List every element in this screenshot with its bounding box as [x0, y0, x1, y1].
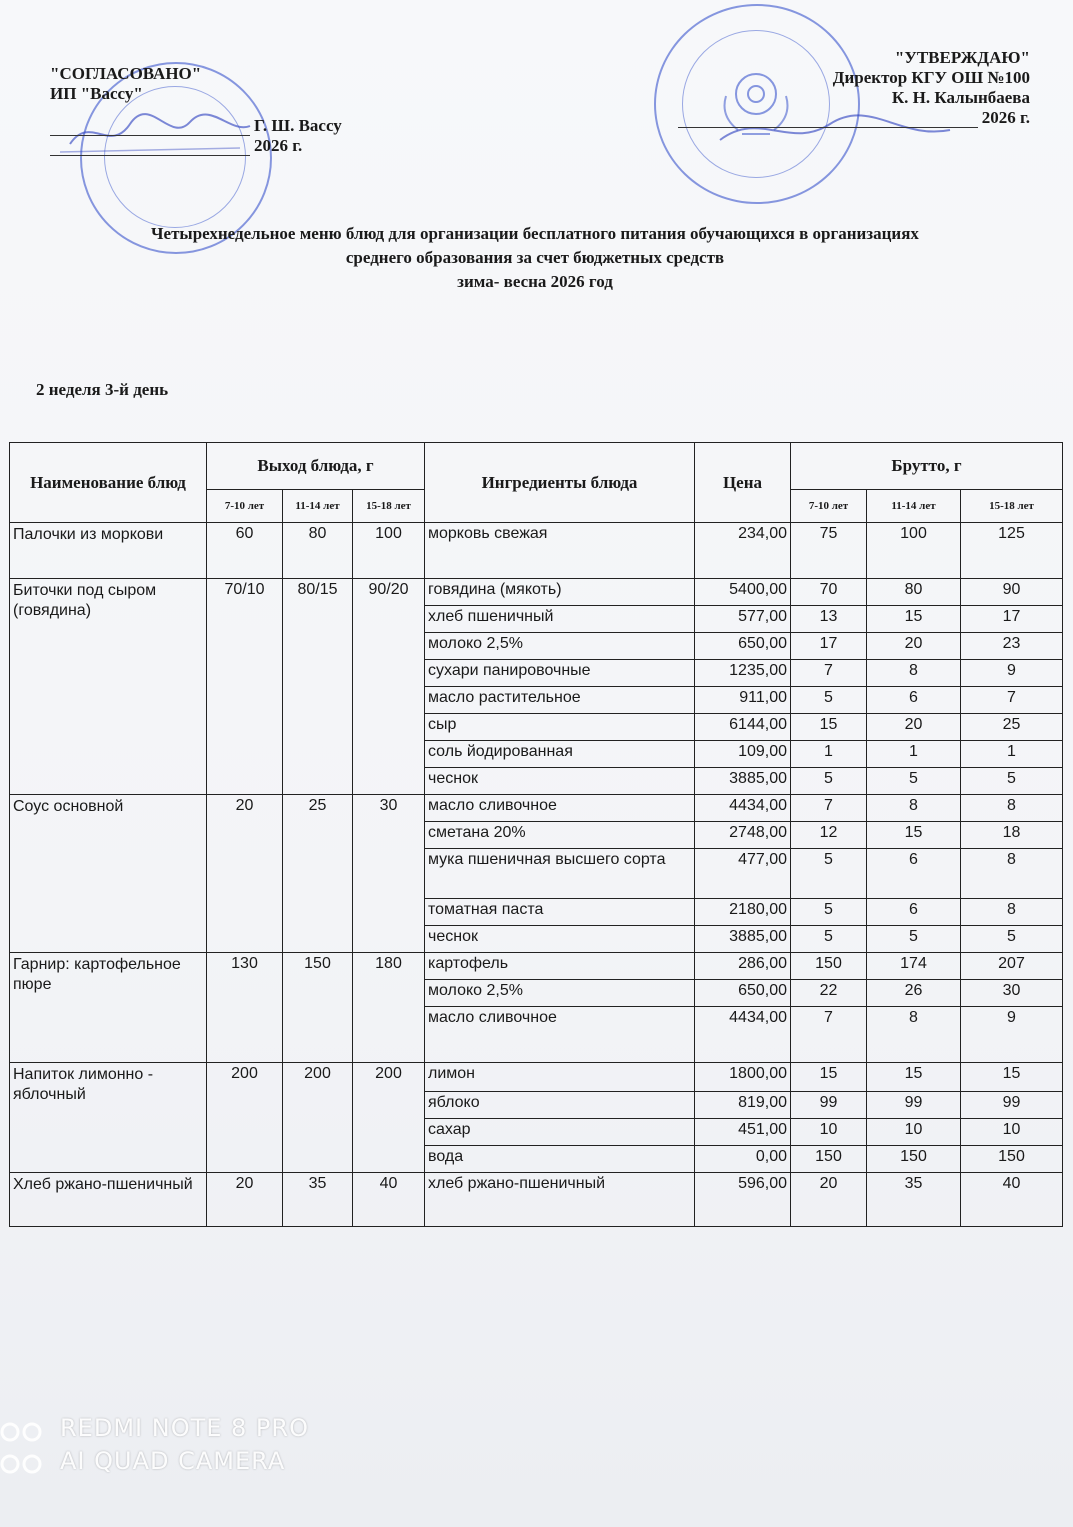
header-dish: Наименование блюд: [10, 443, 207, 523]
ingredient-price: 286,00: [695, 953, 791, 980]
gross-cell: 8: [961, 795, 1063, 822]
gross-cell: 8: [867, 795, 961, 822]
dish-name: Биточки под сыром (говядина): [10, 579, 207, 795]
header-yield-age-7-10: 7-10 лет: [207, 490, 283, 523]
yield-cell: 130: [207, 953, 283, 1063]
gross-cell: 20: [791, 1173, 867, 1227]
watermark-line-2: AI QUAD CAMERA: [60, 1447, 286, 1475]
approval-right-year: 2026 г.: [981, 108, 1030, 127]
gross-cell: 1: [791, 741, 867, 768]
gross-cell: 100: [867, 523, 961, 579]
dish-name: Гарнир: картофельное пюре: [10, 953, 207, 1063]
ingredient-price: 650,00: [695, 980, 791, 1007]
ingredient-price: 5400,00: [695, 579, 791, 606]
yield-cell: 30: [353, 795, 425, 953]
ingredient-name: чеснок: [425, 926, 695, 953]
gross-cell: 15: [791, 714, 867, 741]
gross-cell: 5: [791, 687, 867, 714]
table-row: [10, 795, 1063, 822]
yield-cell: 150: [283, 953, 353, 1063]
gross-cell: 22: [791, 980, 867, 1007]
gross-cell: 5: [791, 768, 867, 795]
gross-cell: 75: [791, 523, 867, 579]
yield-cell: 200: [283, 1063, 353, 1173]
approval-right-name: К. Н. Калынбаева: [891, 88, 1030, 107]
title-line-2: среднего образования за счет бюджетных средств: [345, 248, 725, 267]
gross-cell: 8: [867, 1007, 961, 1063]
header-price: Цена: [695, 443, 791, 523]
ingredient-name: яблоко: [425, 1092, 695, 1119]
menu-table-body: [10, 523, 1063, 1227]
approval-left-block: [50, 64, 370, 156]
ingredient-name: сахар: [425, 1119, 695, 1146]
ingredient-price: 4434,00: [695, 1007, 791, 1063]
dish-name: Хлеб ржано-пшеничный: [10, 1173, 207, 1227]
gross-cell: 15: [867, 822, 961, 849]
gross-cell: 6: [867, 899, 961, 926]
ingredient-name: соль йодированная: [425, 741, 695, 768]
ingredient-name: хлеб пшеничный: [425, 606, 695, 633]
ingredient-name: масло растительное: [425, 687, 695, 714]
gross-cell: 10: [961, 1119, 1063, 1146]
gross-cell: 17: [791, 633, 867, 660]
approval-left-name: Г. Ш. Вассу: [254, 116, 342, 135]
ingredient-price: 109,00: [695, 741, 791, 768]
gross-cell: 20: [867, 714, 961, 741]
gross-cell: 35: [867, 1173, 961, 1227]
ingredient-name: хлеб ржано-пшеничный: [425, 1173, 695, 1227]
gross-cell: 40: [961, 1173, 1063, 1227]
page-title: [40, 222, 1030, 294]
gross-cell: 6: [867, 687, 961, 714]
yield-cell: 35: [283, 1173, 353, 1227]
gross-cell: 174: [867, 953, 961, 980]
header-yield: Выход блюда, г: [207, 443, 425, 490]
gross-cell: 15: [961, 1063, 1063, 1092]
ingredient-name: вода: [425, 1146, 695, 1173]
gross-cell: 80: [867, 579, 961, 606]
header-gross-age-11-14: 11-14 лет: [867, 490, 961, 523]
ingredient-name: чеснок: [425, 768, 695, 795]
dish-name: Палочки из моркови: [10, 523, 207, 579]
ingredient-name: говядина (мякоть): [425, 579, 695, 606]
gross-cell: 15: [791, 1063, 867, 1092]
ingredient-price: 577,00: [695, 606, 791, 633]
yield-cell: 70/10: [207, 579, 283, 795]
gross-cell: 7: [791, 660, 867, 687]
ingredient-price: 819,00: [695, 1092, 791, 1119]
ingredient-name: мука пшеничная высшего сорта: [425, 849, 695, 899]
gross-cell: 150: [867, 1146, 961, 1173]
ingredient-price: 1235,00: [695, 660, 791, 687]
gross-cell: 30: [961, 980, 1063, 1007]
gross-cell: 70: [791, 579, 867, 606]
ingredient-name: сухари панировочные: [425, 660, 695, 687]
ingredient-name: молоко 2,5%: [425, 980, 695, 1007]
ingredient-name: молоко 2,5%: [425, 633, 695, 660]
gross-cell: 99: [961, 1092, 1063, 1119]
camera-watermark-icon: [0, 1418, 46, 1480]
gross-cell: 12: [791, 822, 867, 849]
yield-cell: 60: [207, 523, 283, 579]
ingredient-name: картофель: [425, 953, 695, 980]
yield-cell: 80: [283, 523, 353, 579]
table-row: [10, 579, 1063, 606]
header-yield-age-11-14: 11-14 лет: [283, 490, 353, 523]
title-line-1: Четырехнедельное меню блюд для организации бесплатного питания обучающихся в организациях: [151, 224, 919, 243]
approval-right-position: Директор КГУ ОШ №100: [832, 68, 1030, 87]
approval-left-heading: "СОГЛАСОВАНО": [50, 64, 202, 83]
gross-cell: 8: [867, 660, 961, 687]
gross-cell: 150: [791, 953, 867, 980]
title-line-3: зима- весна 2026 год: [457, 272, 613, 291]
dish-name: Напиток лимонно - яблочный: [10, 1063, 207, 1173]
yield-cell: 180: [353, 953, 425, 1063]
gross-cell: 26: [867, 980, 961, 1007]
header-yield-age-15-18: 15-18 лет: [353, 490, 425, 523]
gross-cell: 23: [961, 633, 1063, 660]
gross-cell: 15: [867, 1063, 961, 1092]
date-line: [50, 137, 250, 156]
gross-cell: 8: [961, 899, 1063, 926]
gross-cell: 7: [961, 687, 1063, 714]
ingredient-price: 234,00: [695, 523, 791, 579]
table-row: [10, 953, 1063, 980]
camera-watermark: [60, 1412, 309, 1478]
gross-cell: 5: [961, 926, 1063, 953]
approval-left-year: 2026 г.: [254, 136, 303, 155]
dish-name: Соус основной: [10, 795, 207, 953]
gross-cell: 7: [791, 1007, 867, 1063]
ingredient-name: сыр: [425, 714, 695, 741]
ingredient-price: 2180,00: [695, 899, 791, 926]
ingredient-price: 4434,00: [695, 795, 791, 822]
gross-cell: 207: [961, 953, 1063, 980]
gross-cell: 25: [961, 714, 1063, 741]
gross-cell: 150: [961, 1146, 1063, 1173]
header-gross-age-15-18: 15-18 лет: [961, 490, 1063, 523]
week-day-label: 2 неделя 3-й день: [36, 380, 169, 399]
gross-cell: 13: [791, 606, 867, 633]
ingredient-name: морковь свежая: [425, 523, 695, 579]
ingredient-price: 650,00: [695, 633, 791, 660]
gross-cell: 9: [961, 660, 1063, 687]
signature-line: [50, 117, 250, 136]
ingredient-name: сметана 20%: [425, 822, 695, 849]
yield-cell: 100: [353, 523, 425, 579]
gross-cell: 90: [961, 579, 1063, 606]
gross-cell: 5: [791, 926, 867, 953]
gross-cell: 15: [867, 606, 961, 633]
table-row: [10, 1173, 1063, 1227]
gross-cell: 1: [961, 741, 1063, 768]
gross-cell: 18: [961, 822, 1063, 849]
gross-cell: 1: [867, 741, 961, 768]
gross-cell: 150: [791, 1146, 867, 1173]
gross-cell: 99: [791, 1092, 867, 1119]
ingredient-name: масло сливочное: [425, 1007, 695, 1063]
gross-cell: 10: [791, 1119, 867, 1146]
gross-cell: 5: [867, 768, 961, 795]
gross-cell: 5: [961, 768, 1063, 795]
yield-cell: 200: [207, 1063, 283, 1173]
gross-cell: 5: [791, 849, 867, 899]
ingredient-price: 596,00: [695, 1173, 791, 1227]
gross-cell: 20: [867, 633, 961, 660]
header-ingredients: Ингредиенты блюда: [425, 443, 695, 523]
ingredient-price: 911,00: [695, 687, 791, 714]
gross-cell: 125: [961, 523, 1063, 579]
ingredient-price: 451,00: [695, 1119, 791, 1146]
gross-cell: 10: [867, 1119, 961, 1146]
yield-cell: 20: [207, 1173, 283, 1227]
gross-cell: 17: [961, 606, 1063, 633]
ingredient-price: 3885,00: [695, 926, 791, 953]
gross-cell: 99: [867, 1092, 961, 1119]
ingredient-price: 2748,00: [695, 822, 791, 849]
ingredient-name: томатная паста: [425, 899, 695, 926]
yield-cell: 200: [353, 1063, 425, 1173]
ingredient-price: 3885,00: [695, 768, 791, 795]
menu-table: [9, 442, 1063, 1227]
table-row: [10, 523, 1063, 579]
approval-right-block: [640, 48, 1030, 128]
table-row: [10, 1063, 1063, 1092]
ingredient-name: масло сливочное: [425, 795, 695, 822]
ingredient-price: 477,00: [695, 849, 791, 899]
gross-cell: 5: [867, 926, 961, 953]
header-gross: Брутто, г: [791, 443, 1063, 490]
ingredient-price: 1800,00: [695, 1063, 791, 1092]
gross-cell: 6: [867, 849, 961, 899]
header-gross-age-7-10: 7-10 лет: [791, 490, 867, 523]
ingredient-name: лимон: [425, 1063, 695, 1092]
yield-cell: 25: [283, 795, 353, 953]
approval-right-heading: "УТВЕРЖДАЮ": [894, 48, 1030, 67]
approval-left-org: ИП "Вассу": [50, 84, 143, 103]
gross-cell: 8: [961, 849, 1063, 899]
gross-cell: 5: [791, 899, 867, 926]
ingredient-price: 0,00: [695, 1146, 791, 1173]
gross-cell: 9: [961, 1007, 1063, 1063]
yield-cell: 80/15: [283, 579, 353, 795]
ingredient-price: 6144,00: [695, 714, 791, 741]
yield-cell: 90/20: [353, 579, 425, 795]
yield-cell: 40: [353, 1173, 425, 1227]
watermark-line-1: REDMI NOTE 8 PRO: [60, 1414, 309, 1442]
date-line: [678, 109, 978, 128]
yield-cell: 20: [207, 795, 283, 953]
gross-cell: 7: [791, 795, 867, 822]
